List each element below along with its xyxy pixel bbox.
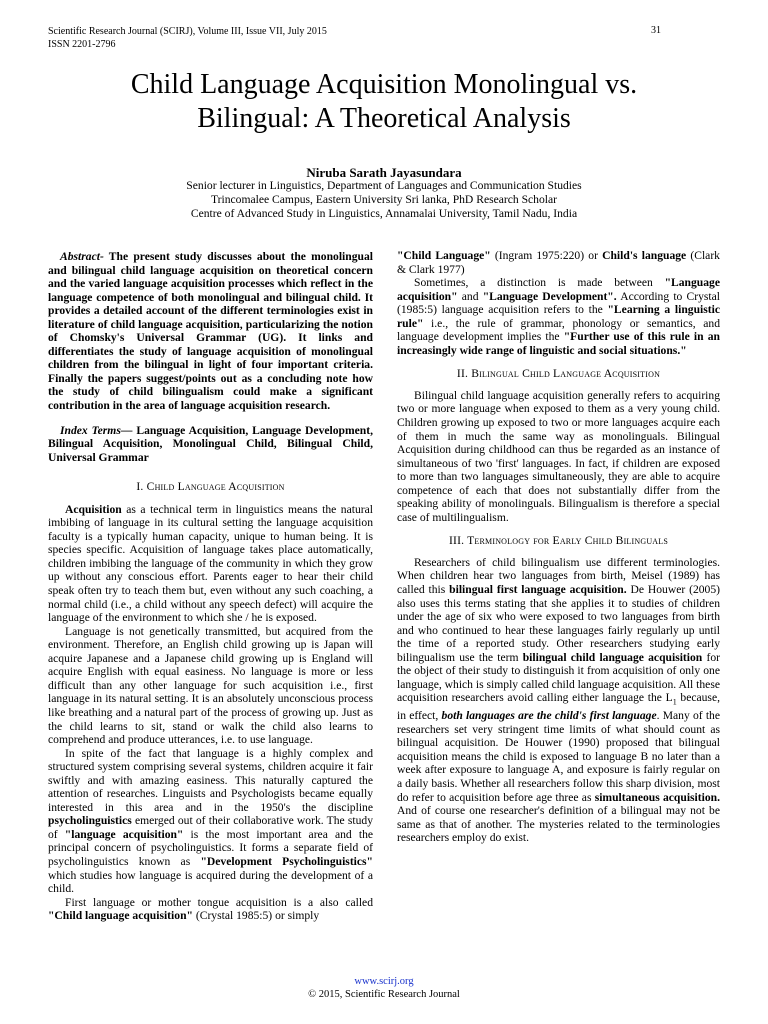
- section-heading: I. Child Language Acquisition: [136, 480, 285, 494]
- paragraph: Language is not genetically transmitted, but acquired from the environment. Therefore, an English child growing up is Japan will acquire Japanese and a Japanese child growing up is England will acquire English with equal easiness. No language is more or less difficult than any other language for such acquisition i.e., first language in its natural setting. It is an absolutely unconscious process like breathing and a natural part of the process of growing up. Just as the child learns to sit, stand or walk the child also learns to comprehend and produce utterances, i.e. to use language.: [48, 624, 373, 747]
- abstract: [48, 250, 373, 413]
- author-name: Niruba Sarath Jayasundara: [306, 165, 462, 180]
- paragraph: Sometimes, a distinction is made between "Language acquisition" and "Language Development". According to Crystal (1985:5) language acquisition refers to the "Learning a linguistic rule" i.e., the rule of grammar, phonology or semantics, and language development implies the "Further use of this rule in an increasingly wide range of linguistic and social situations.": [397, 276, 721, 357]
- section-heading: III. Terminology for Early Child Bilinguals: [448, 534, 669, 548]
- paragraph: "Child Language" (Ingram 1975:220) or Child's language (Clark & Clark 1977): [397, 249, 720, 276]
- page-number: 31: [651, 25, 661, 36]
- index-terms-text: Language Acquisition, Language Development, Bilingual Acquisition, Monolingual Child, Bilingual Child, Universal Grammar: [48, 423, 373, 464]
- index-terms: [48, 424, 373, 465]
- issn: ISSN 2201-2796: [48, 39, 116, 50]
- paragraph: Researchers of child bilingualism use different terminologies. When children hear two languages from birth, Meisel (1989) has called this bilingual first language acquisition. De Houwer (2005) also uses this terms stating that she applies it to studies of children under the age of six who were exposed to two languages from birth and who continued to hear these languages fairly regularly up until the time of a reported study. Other researchers studying early bilingualism use the term bilingual child language acquisition for the object of their study to distinguish it from acquisition of only one language, which is simply called child language acquisition. All these acquisition researchers avoid calling either language the $L_1$ because, in effect, both languages are the child's first language. Many of the researchers set very stringent time limits of what should count as bilingual acquisition. De Houwer (1990) proposed that bilingual acquisition means the child is exposed to language B no later than a week after exposure to language A, and exposure is fairly regular on a daily basis. Whether all researchers follow this sharp division, most do refer to acquisition before age three as simultaneous acquisition. And of course one researcher's definition of a bilingual may not be same as that of another. The mysteries related to the terminologies researchers employ do exist.: [397, 555, 721, 845]
- paragraph: First language or mother tongue acquisition is a also called "Child language acquisition" (Crystal 1985:5) or simply: [48, 895, 373, 923]
- right-column: [397, 249, 720, 845]
- affiliation-line: Centre of Advanced Study in Linguistics, Annamalai University, Tamil Nadu, India: [190, 207, 578, 220]
- left-column: [48, 250, 373, 923]
- bold-term: Acquisition: [65, 502, 122, 516]
- abstract-text: The present study discusses about the monolingual and bilingual child language acquisition on theoretical concern and the varied language acquisition processes which reflect in the language competence of both monolingual and bilingual child. It provides a detailed account of the different terminologies exist in literature of child language acquisition, particularizing the notion of Chomsky's Universal Grammar (UG). It links and differentiates the study of language acquisition of monolingual children from the bilingual in light of four important criteria. Finally the papers suggest/points out as a concluding note how the study of child bilingualism could make a significant contribution in the area of language acquisition research.: [48, 250, 373, 413]
- title-line-2: Bilingual: A Theoretical Analysis: [197, 103, 571, 134]
- paper-title: [40, 68, 728, 136]
- title-line-1: Child Language Acquisition Monolingual vs.: [130, 69, 638, 100]
- affiliation-line: Senior lecturer in Linguistics, Department of Languages and Communication Studies: [186, 179, 582, 192]
- journal-line: Scientific Research Journal (SCIRJ), Volume III, Issue VII, July 2015: [48, 26, 327, 37]
- affiliation-line: Trincomalee Campus, Eastern University Sri lanka, PhD Research Scholar: [210, 193, 558, 206]
- journal-url-link[interactable]: www.scirj.org: [354, 976, 414, 987]
- paragraph: Bilingual child language acquisition generally refers to acquiring two or more language when exposed to them as a very young child. Children growing up exposed to two or more languages acquire each of them in much the same way as monolinguals. Bilingual Acquisition during childhood can thus be regarded as an instance of simultaneous of two 'first' languages. In fact, if children are exposed to more than two languages simultaneously, they are able to acquire competence of each that does not substantially differ from the speaking ability of monolinguals. Bilingualism is therefore a special case of multilingualism.: [397, 388, 720, 524]
- copyright: © 2015, Scientific Research Journal: [308, 989, 460, 1000]
- paragraph: In spite of the fact that language is a highly complex and structured system comprising several systems, children acquire it fair swiftly and with amazing easiness. This naturally captured the attention of researches. Linguists and Psychologists became equally interested in this area and in the 1950's the discipline psycholinguistics emerged out of their collaborative work. The study of "language acquisition" is the most important area and the principal concern of psycholinguistics. It forms a separate field of psycholinguistics known as "Development Psycholinguistics" which studies how language is acquired during the development of a child.: [48, 746, 374, 896]
- section-heading: II. Bilingual Child Language Acquisition: [456, 367, 661, 381]
- page-footer: [0, 975, 768, 1001]
- running-header: [48, 25, 668, 51]
- affiliations: [0, 179, 768, 221]
- paragraph: Acquisition as a technical term in linguistics means the natural imbibing of language in its cultural setting the language acquisition faculty is a typically human capacity, unique to human being. It is species specific. Acquisition of language takes place automatically, children imbibing the language of the community in which they grow up without any conscious effort. Parents eager to hear their child speak often try to teach them but, even without any such coaching, a normal child (i.e., a child without any speech defect) will acquire the language of the environment to which she / he is exposed.: [48, 502, 373, 625]
- abstract-label: Abstract-: [60, 250, 104, 263]
- index-terms-label: Index Terms—: [60, 423, 133, 437]
